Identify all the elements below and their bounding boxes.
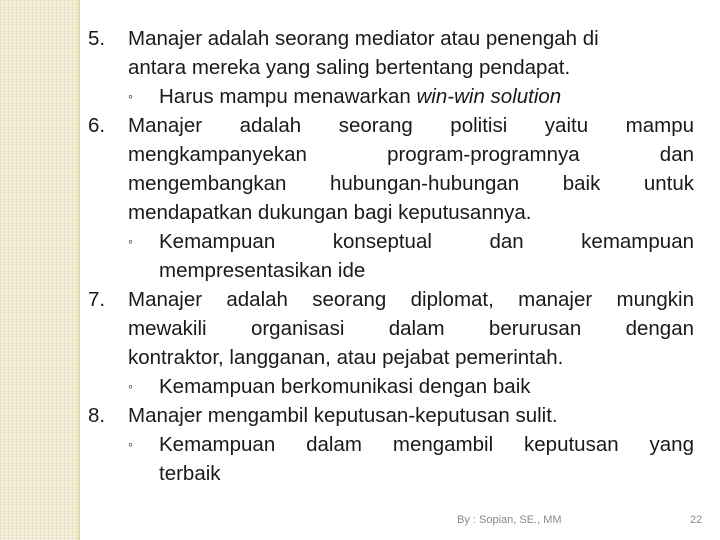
item-number: 7. [88,288,106,311]
item-number: 8. [88,404,106,427]
sub-item-text-line: Kemampuan dalam mengambil keputusan yang [159,433,694,456]
sub-item-text-line: Kemampuan berkomunikasi dengan baik [159,375,531,398]
decorative-sidebar [0,0,78,540]
sub-item-text-line: Kemampuan konseptual dan kemampuan [159,230,694,253]
item-text-line: mengkampanyekan program-programnya dan [128,143,694,166]
sub-item-text-plain: Harus mampu menawarkan [159,85,417,108]
item-text-line: kontraktor, langganan, atau pejabat pemerintah. [128,346,564,369]
sub-item-text-line: terbaik [159,462,221,485]
sub-item-text [159,82,561,111]
footer-author: By : Sopian, SE., MM [457,514,562,526]
bullet-icon: ◦ [128,436,133,452]
item-number: 6. [88,114,106,137]
item-text-line: antara mereka yang saling bertentang pendapat. [128,56,571,79]
bullet-icon: ◦ [128,378,133,394]
item-text-line: Manajer adalah seorang mediator atau penengah di [128,27,599,50]
bullet-icon: ◦ [128,88,133,104]
sub-item-emphasis: win-win solution [416,85,562,108]
sidebar-divider [78,0,80,540]
item-text-line: Manajer mengambil keputusan-keputusan sulit. [128,404,558,427]
page-number: 22 [690,514,703,526]
item-number: 5. [88,27,106,50]
item-text-line: mengembangkan hubungan-hubungan baik untuk [128,172,694,195]
item-text-line: Manajer adalah seorang diplomat, manajer mungkin [128,288,694,311]
bullet-icon: ◦ [128,233,133,249]
item-text-line: Manajer adalah seorang politisi yaitu mampu [128,114,694,137]
item-text-line: mendapatkan dukungan bagi keputusannya. [128,201,532,224]
sub-item-text-line: mempresentasikan ide [159,259,366,282]
item-text-line: mewakili organisasi dalam berurusan dengan [128,317,694,340]
